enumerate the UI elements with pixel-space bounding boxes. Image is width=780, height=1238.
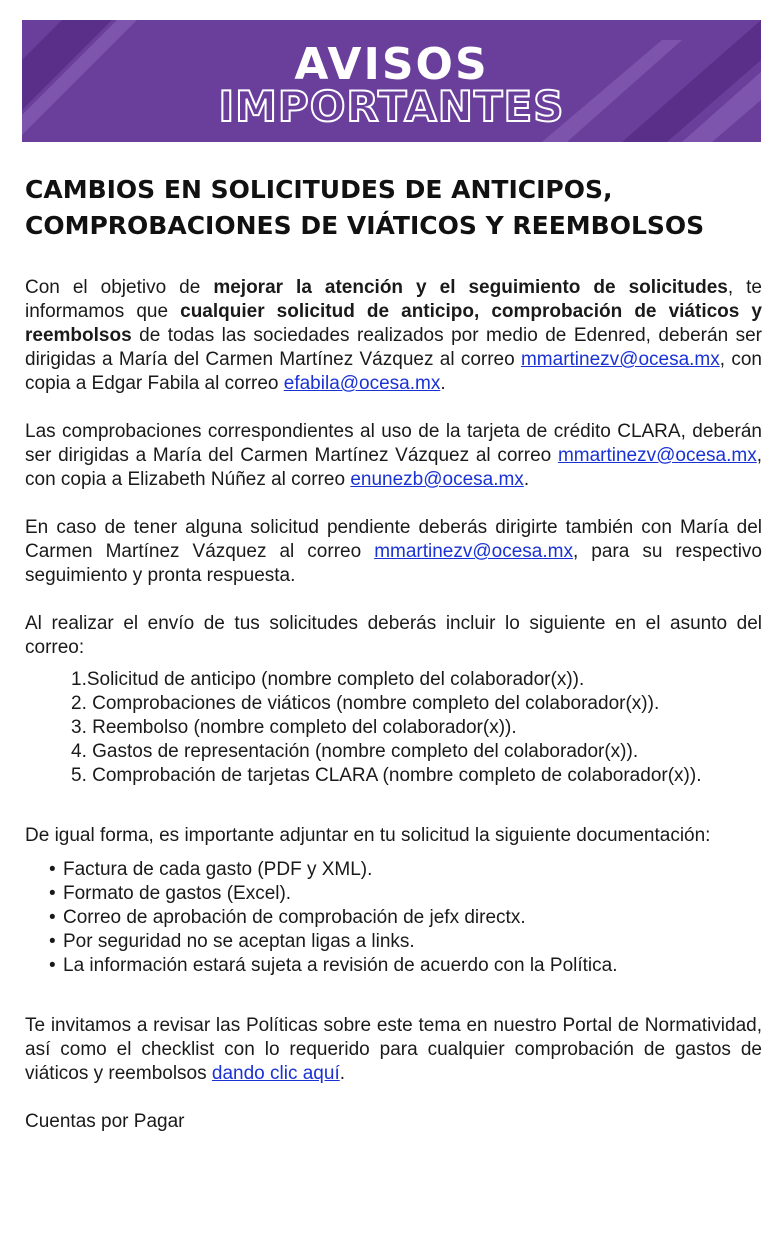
bullet-icon: •: [49, 859, 56, 880]
subject-item: 1.Solicitud de anticipo (nombre completo del colaborador(x)).: [71, 669, 585, 690]
bold-text: cualquier solicitud de anticipo, comprobación de viáticos y reembolsos: [25, 301, 762, 346]
paragraph-policies: [25, 1014, 762, 1086]
text-span: de todas las sociedades realizados por medio de Edenred, deberán ser dirigidas a María del Carmen Martínez Vázquez al correo: [25, 325, 762, 370]
email-link-mmartinezv[interactable]: mmartinezv@ocesa.mx: [557, 445, 757, 466]
email-link-mmartinezv[interactable]: mmartinezv@ocesa.mx: [520, 349, 720, 370]
paragraph-pending: [25, 516, 762, 588]
document-item-text: Correo de aprobación de comprobación de jefx directx.: [63, 907, 526, 928]
subject-list: [25, 668, 762, 788]
click-here-link[interactable]: dando clic aquí: [211, 1063, 340, 1084]
announcement-banner: [22, 20, 761, 142]
page-title-line1: CAMBIOS EN SOLICITUDES DE ANTICIPOS,: [25, 175, 613, 204]
text-span: En caso de tener alguna solicitud pendiente deberás dirigirte también con María del Carmen Martínez Vázquez al correo: [25, 517, 762, 562]
text-span: , con copia a Elizabeth Núñez al correo: [25, 445, 762, 490]
text-span: .: [440, 373, 446, 394]
page-title-line2: COMPROBACIONES DE VIÁTICOS Y REEMBOLSOS: [25, 211, 705, 240]
text-span: , para su respectivo seguimiento y pronta respuesta.: [25, 541, 762, 586]
document-item-text: Formato de gastos (Excel).: [63, 883, 292, 904]
email-link-mmartinezv[interactable]: mmartinezv@ocesa.mx: [374, 541, 573, 562]
document-item: [49, 858, 762, 882]
document-item: [49, 954, 762, 978]
banner-title-avisos: AVISOS: [294, 39, 489, 90]
page-title: [25, 172, 765, 244]
paragraph-objective: [25, 276, 762, 396]
document-item: [49, 882, 762, 906]
paragraph-subject-intro: Al realizar el envío de tus solicitudes deberás incluir lo siguiente en el asunto del correo:: [25, 613, 762, 658]
signature: Cuentas por Pagar: [25, 1111, 185, 1132]
bullet-icon: •: [49, 883, 56, 904]
text-span: Te invitamos a revisar las Políticas sobre este tema en nuestro Portal de Normatividad, así como el checklist con lo requerido para cualquier comprobación de gastos de viáticos y reembolsos: [25, 1015, 762, 1084]
document-item: [49, 906, 762, 930]
document-item: [49, 930, 762, 954]
bullet-icon: •: [49, 907, 56, 928]
subject-item: 5. Comprobación de tarjetas CLARA (nombre completo de colaborador(x)).: [71, 765, 702, 786]
text-span: , te informamos que: [25, 277, 762, 322]
text-span: .: [523, 469, 530, 490]
email-link-enunezb[interactable]: enunezb@ocesa.mx: [350, 469, 524, 490]
text-span: .: [339, 1063, 346, 1084]
document-item-text: Factura de cada gasto (PDF y XML).: [63, 859, 373, 880]
text-span: Con el objetivo de: [25, 277, 214, 298]
bullet-icon: •: [49, 931, 56, 952]
paragraph-clara: [25, 420, 762, 492]
subject-item: 2. Comprobaciones de viáticos (nombre completo del colaborador(x)).: [71, 693, 660, 714]
paragraph-documents-intro: De igual forma, es importante adjuntar en tu solicitud la siguiente documentación:: [25, 825, 711, 846]
subject-item: 4. Gastos de representación (nombre completo del colaborador(x)).: [71, 741, 639, 762]
bullet-icon: •: [49, 955, 56, 976]
notice-body: [25, 276, 762, 1134]
banner-title-importantes: IMPORTANTES: [218, 82, 565, 131]
document-item-text: La información estará sujeta a revisión de acuerdo con la Política.: [63, 955, 618, 976]
text-span: Las comprobaciones correspondientes al uso de la tarjeta de crédito CLARA, deberán ser dirigidas a María del Carmen Martínez Vázquez al correo: [25, 421, 762, 466]
subject-item: 3. Reembolso (nombre completo del colaborador(x)).: [71, 717, 517, 738]
email-link-efabila[interactable]: efabila@ocesa.mx: [283, 373, 441, 394]
text-span: , con copia a Edgar Fabila al correo: [25, 349, 762, 394]
bold-text: mejorar la atención y el seguimiento de solicitudes: [213, 277, 728, 298]
document-item-text: Por seguridad no se aceptan ligas a links.: [63, 931, 415, 952]
documents-list: [25, 858, 762, 978]
